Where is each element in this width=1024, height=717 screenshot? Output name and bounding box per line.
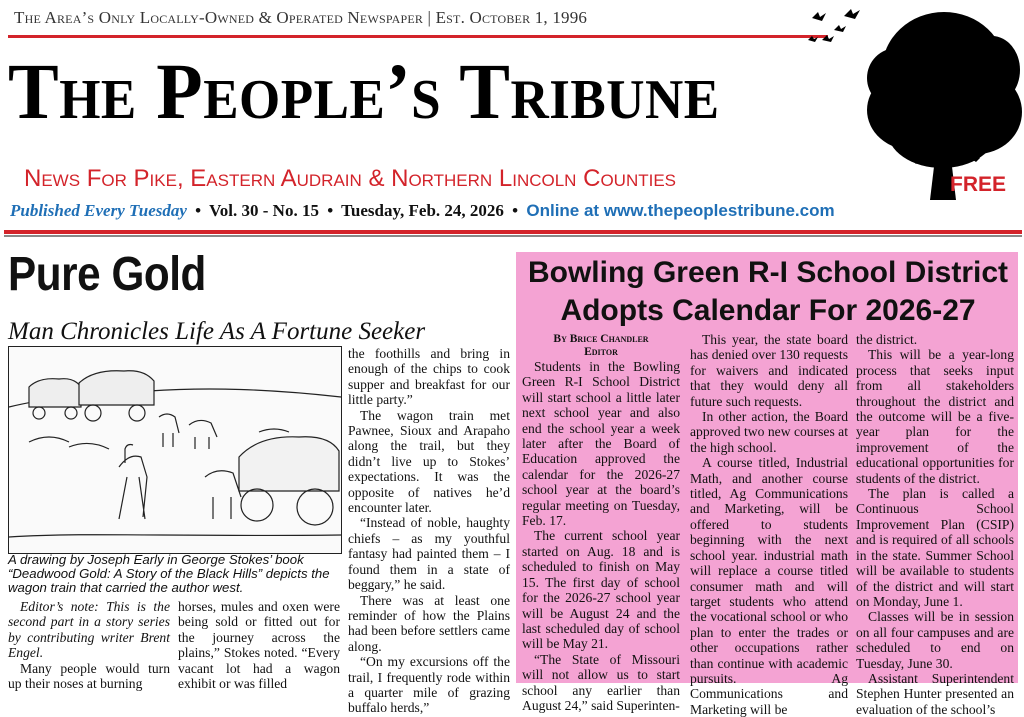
separator-bullet: •: [327, 201, 334, 220]
paragraph: the district.: [856, 332, 918, 347]
right-story-headline: [518, 254, 1018, 330]
website-link[interactable]: Online at www.thepeoplestribune.com: [526, 201, 835, 220]
volume-number: Vol. 30 - No. 15: [209, 201, 319, 220]
paragraph: There was at least one reminder of how the Plains had been before settlers came along.: [348, 592, 510, 654]
paragraph: Assistant Superintendent Stephen Hunter presented an evaluation of the school’s: [856, 670, 1014, 717]
masthead-subtitle: News For Pike, Eastern Audrain & Northern Lincoln Counties: [24, 165, 677, 192]
left-story-column-2: [178, 599, 340, 692]
publish-schedule: Published Every Tuesday: [10, 201, 187, 220]
free-label: FREE: [950, 173, 1007, 196]
paragraph: This will be a year-long process that seeks input from all stakeholders throughout the district and the outcome will be a five-year plan for the improvement of the educational opportunities for students of the district.: [856, 347, 1014, 486]
byline: [522, 333, 680, 359]
paragraph: “The State of Missouri will not allow us to start school any earlier than August 24,” said Superinten-: [522, 651, 680, 713]
paragraph: The wagon train met Pawnee, Sioux and Arapaho along the trail, but they didn’t live up to Stokes’ expectations. It was the opposite of natives he’d encounter later.: [348, 407, 510, 516]
paragraph: “On my excursions off the trail, I frequently rode within a quarter mile of grazing buffalo herds,”: [348, 654, 510, 716]
wagon-train-illustration: [8, 346, 342, 554]
left-story-deck: Man Chronicles Life As A Fortune Seeker: [8, 318, 426, 345]
paragraph: Students in the Bowling Green R-I School District will start school a little later next school year and also end the school year a week later after the Board of Education approved the calendar for the 2026-27 school year at the board’s regular meeting on Tuesday, Feb. 17.: [522, 359, 680, 529]
left-story-headline: Pure Gold: [8, 248, 206, 301]
byline-name: By Brice Chandler: [553, 333, 649, 345]
masthead-title: The People’s Tribune: [8, 47, 720, 136]
headline-line-2: Adopts Calendar For 2026-27: [560, 294, 976, 327]
masthead-bottom-rule: [4, 230, 1022, 234]
issue-date: Tuesday, Feb. 24, 2026: [341, 201, 504, 220]
paragraph: The plan is called a Continuous School Improvement Plan (CSIP) and is required of all schools in the state. Summer School will be available to students of the district and will start on Monday, June 1.: [856, 486, 1014, 609]
paragraph: horses, mules and oxen were being sold or fitted out for the journey across the plains,” Stokes noted. “Every vacant lot had a wagon exhibit or was filled: [178, 599, 340, 692]
paragraph: The current school year started on Aug. 18 and is scheduled to finish on May 15. The first day of school for the 2026-27 school year will be August 24 and the last scheduled day of school will be May 21.: [522, 528, 680, 652]
paragraph: Many people would turn up their noses at burning: [8, 660, 170, 692]
right-story-column-3: [856, 332, 1014, 717]
left-story-column-3: [348, 346, 510, 716]
top-red-rule: [8, 35, 828, 38]
headline-line-1: Bowling Green R-I School District: [527, 256, 1009, 289]
paragraph: This year, the state board has denied over 130 requests for waivers and indicated that they would deny all future such requests.: [690, 332, 848, 409]
right-story-column-2: [690, 332, 848, 717]
paragraph: A course titled, Industrial Math, and another course titled, Ag Communications and Marketing, will be offered to students beginning with the next school year. industrial math will replace a course titled consumer math and will target students who attend the vocational school or who plan to enter the trades or other occupations rather than continue with academic pursuits. Ag Communications and Marketing will be: [690, 455, 848, 717]
paragraph: Classes will be in session on all four campuses and are scheduled to end on Tuesday, June 30.: [856, 609, 1014, 671]
paragraph: the foothills and bring in enough of the chips to cook supper and breakfast for our little party.”: [348, 346, 510, 408]
separator-bullet: •: [195, 201, 202, 220]
paragraph: In other action, the Board approved two new courses at the high school.: [690, 409, 848, 455]
tree-illustration: [852, 0, 1024, 200]
masthead-tagline: The Area’s Only Locally-Owned & Operated Newspaper | Est. October 1, 1996: [14, 8, 588, 27]
separator-bullet: •: [512, 201, 519, 220]
right-story-column-1: [522, 359, 680, 713]
byline-title: Editor: [584, 346, 618, 358]
paragraph: “Instead of noble, haughty chiefs – as my youthful fantasy had painted them – I found them in a state of beggary,” he said.: [348, 515, 510, 593]
masthead-shadow-rule: [4, 235, 1022, 237]
left-story-column-1: [8, 599, 170, 692]
illustration-caption: A drawing by Joseph Early in George Stokes’ book “Deadwood Gold: A Story of the Black Hills” depicts the wagon train that carried the author west.: [8, 552, 330, 595]
issue-info-bar: [10, 201, 835, 221]
editors-note: Editor’s note: This is the second part in a story series by contributing writer Brent Engel.: [8, 599, 170, 661]
